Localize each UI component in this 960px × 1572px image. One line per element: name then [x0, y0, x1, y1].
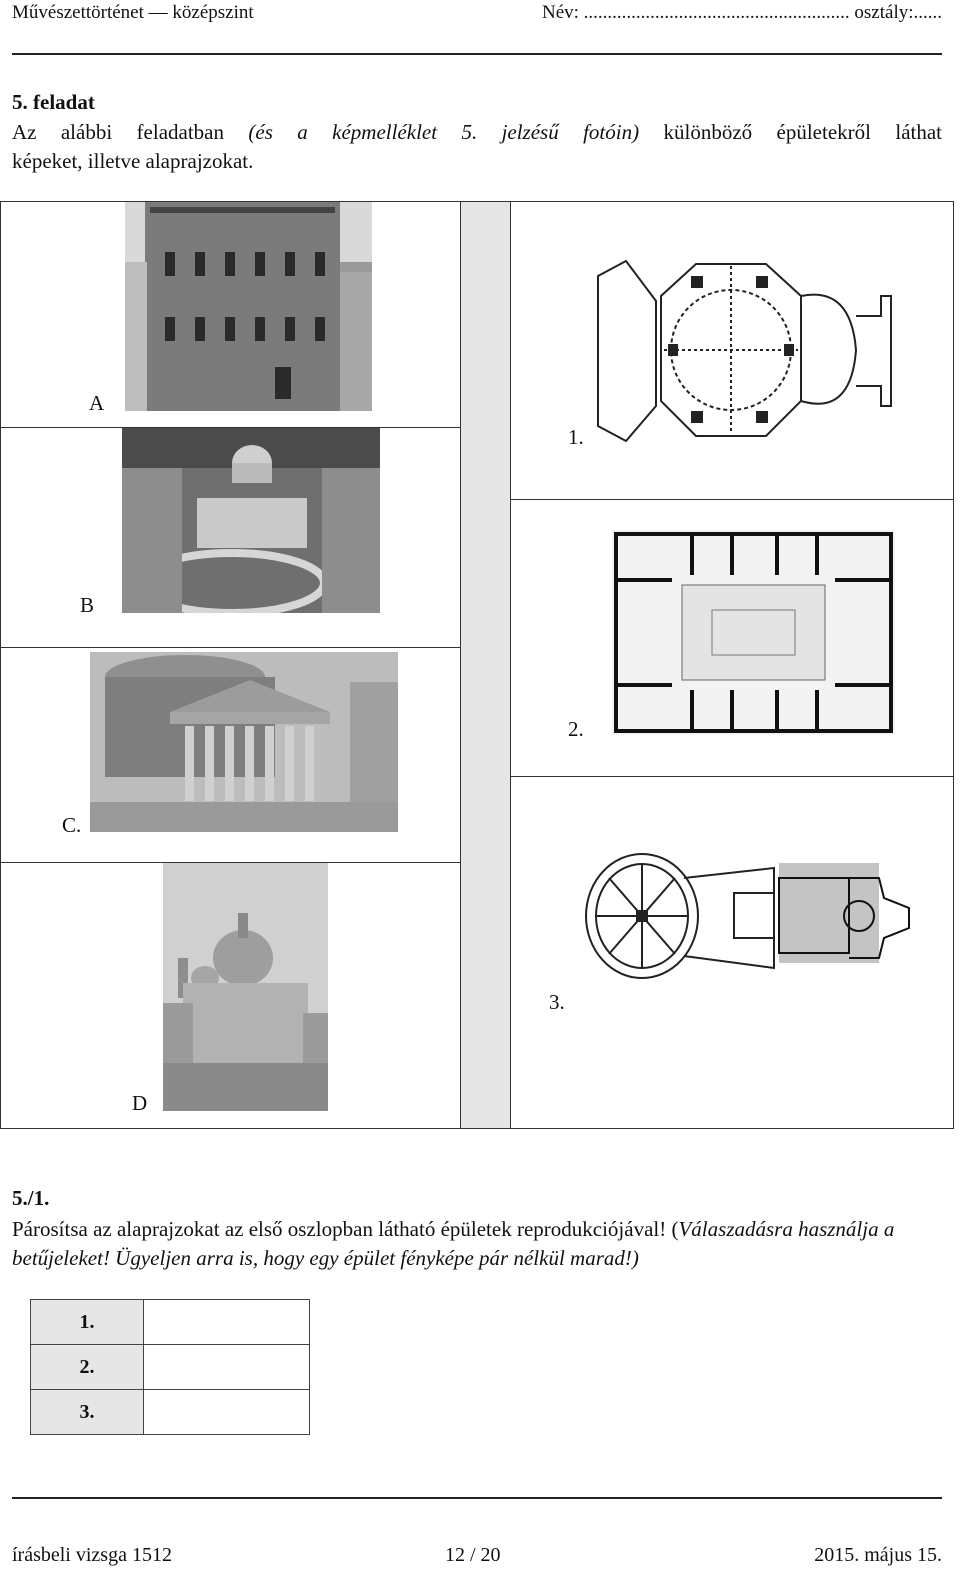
footer-exam-id: írásbeli vizsga 1512 [12, 1544, 172, 1566]
grid-divider [510, 202, 511, 1128]
grid-row-line [0, 647, 461, 648]
separator-column [461, 202, 510, 1128]
palazzo-photo [125, 202, 372, 411]
answer-table [30, 1299, 310, 1435]
plan-label-1: 1. [568, 425, 584, 449]
table-row [31, 1390, 310, 1435]
intro-italic: (és a képmelléklet 5. jelzésű fotóin) [248, 120, 640, 144]
intro-text-b: különböző épületekről láthat [639, 120, 943, 144]
answer-row-number: 2. [31, 1345, 144, 1390]
intro-line-1 [12, 118, 942, 147]
pantheon-photo [90, 652, 398, 832]
st-peters-photo [122, 428, 380, 613]
subject-header: Művészettörténet — középszint [12, 2, 254, 23]
santa-maria-salute-photo [163, 863, 328, 1111]
task-intro [12, 118, 942, 176]
answer-row-number: 3. [31, 1390, 144, 1435]
header-rule [12, 53, 942, 55]
task-title: 5. feladat [12, 90, 95, 114]
name-class-field[interactable]: Név: ........................................................ osztály:...... [541, 2, 942, 23]
question-plain: Párosítsa az alaprajzokat az első oszlopban látható épületek reprodukciójával! ( [12, 1217, 679, 1241]
courtyard-palace-plan-drawing [612, 530, 895, 735]
photo-label-b: B [80, 593, 95, 617]
octagonal-plan-drawing [596, 256, 894, 446]
footer-date: 2015. május 15. [814, 1544, 942, 1566]
intro-line-2: képeket, illetve alaprajzokat. [12, 149, 254, 173]
page-number: 12 / 20 [445, 1544, 501, 1566]
plan-label-2: 2. [568, 717, 584, 741]
intro-text-a: Az alábbi feladatban [12, 120, 249, 144]
question-text [12, 1215, 944, 1273]
answer-cell[interactable] [144, 1390, 310, 1435]
grid-row-line [510, 499, 954, 500]
question-italic: Válaszadásra használja a betűjeleket! Ügyeljen arra is, hogy egy épület fényképe pár nélkül marad!) [12, 1217, 895, 1270]
answer-cell[interactable] [144, 1300, 310, 1345]
table-row [31, 1345, 310, 1390]
footer-rule [12, 1497, 942, 1499]
grid-row-line [510, 776, 954, 777]
photo-label-a: A [89, 391, 105, 415]
answer-cell[interactable] [144, 1345, 310, 1390]
photo-label-c: C. [62, 813, 82, 837]
answer-row-number: 1. [31, 1300, 144, 1345]
grid-divider [460, 202, 461, 1128]
photo-label-d: D [132, 1091, 148, 1115]
basilica-piazza-plan-drawing [584, 838, 914, 980]
plan-label-3: 3. [549, 990, 565, 1014]
question-number: 5./1. [12, 1186, 50, 1210]
table-row [31, 1300, 310, 1345]
